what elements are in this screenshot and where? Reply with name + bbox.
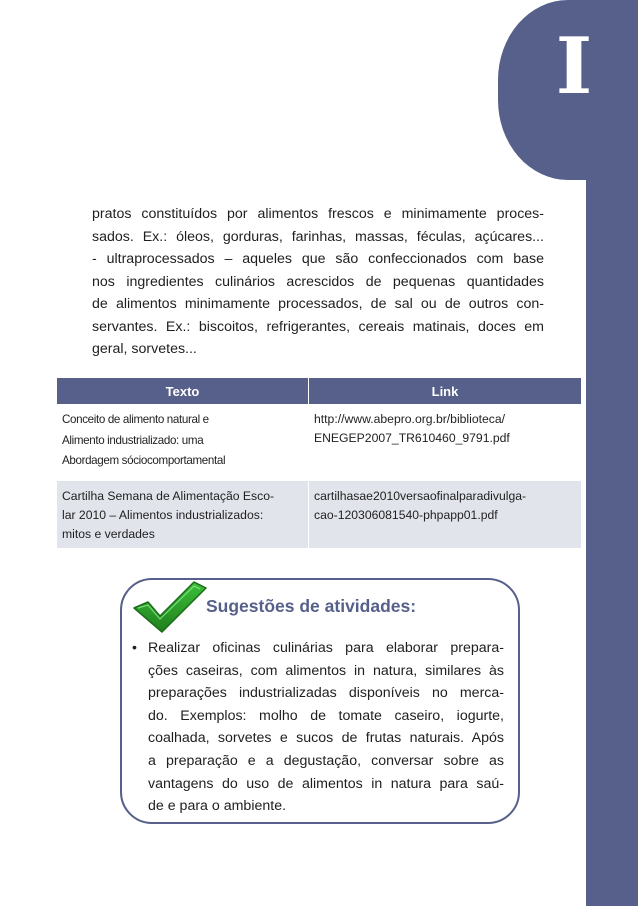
chapter-letter: I [555, 21, 593, 112]
link-cell[interactable] [309, 404, 582, 481]
intro-line: servantes. Ex.: biscoitos, refrigerantes, cereais matinais, doces em [92, 318, 544, 335]
cell-line: Alimento industrializado: uma [62, 433, 204, 447]
item-line: de e para o ambiente. [148, 798, 287, 815]
cell-line: lar 2010 – Alimentos industrializados: [62, 508, 264, 522]
cell-line: Cartilha Semana de Alimentação Esco- [62, 489, 275, 503]
table-row [57, 481, 581, 549]
item-line: vantagens do uso de alimentos in natura para saú- [148, 775, 504, 792]
link-line[interactable]: cartilhasae2010versaofinalparadivulga- [314, 489, 527, 503]
text-cell [57, 481, 309, 549]
list-item [148, 637, 504, 818]
link-cell[interactable] [309, 481, 582, 549]
item-line: Realizar oficinas culinárias para elaborar prepara- [148, 640, 504, 656]
item-line: coalhada, sorvetes e sucos de frutas naturais. Após [148, 730, 504, 747]
item-line: preparações industrializadas disponíveis no merca- [148, 685, 504, 702]
cell-line: Conceito de alimento natural e [62, 413, 209, 426]
item-line: do. Exemplos: molho de tomate caseiro, iogurte, [148, 707, 504, 724]
intro-line: sados. Ex.: óleos, gorduras, farinhas, massas, féculas, açúcares... [92, 228, 544, 245]
intro-line: - ultraprocessados – aqueles que são confeccionados com base [92, 251, 544, 267]
header-link: Link [309, 378, 582, 404]
table-row [57, 404, 581, 481]
link-line[interactable]: http://www.abepro.org.br/biblioteca/ [314, 412, 506, 426]
intro-line: nos ingredientes culinários acrescidos de pequenas quantidades [92, 273, 544, 290]
link-line[interactable]: cao-120306081540-phpapp01.pdf [314, 508, 498, 522]
bullet: • [132, 640, 137, 656]
header-text: Texto [57, 378, 309, 404]
suggestions-list [132, 637, 504, 818]
suggestions-title: Sugestões de atividades: [206, 596, 417, 616]
item-line: a preparação e a degustação, conversar sobre as [148, 752, 504, 769]
link-line[interactable]: ENEGEP2007_TR610460_9791.pdf [314, 431, 510, 445]
intro-line: pratos constituídos por alimentos frescos e minimamente proces- [92, 206, 544, 222]
intro-line: geral, sorvetes... [92, 341, 197, 357]
intro-paragraph [92, 203, 544, 361]
cell-line: mitos e verdades [62, 527, 155, 541]
text-cell [57, 404, 309, 481]
intro-line: de alimentos minimamente processados, de sal ou de outros con- [92, 296, 544, 312]
table-header-row [57, 378, 581, 404]
cell-line: Abordagem sóciocomportamental [62, 454, 226, 467]
item-line: ções caseiras, com alimentos in natura, similares às [148, 662, 504, 679]
checkmark-icon [130, 578, 210, 634]
references-table [57, 378, 581, 548]
